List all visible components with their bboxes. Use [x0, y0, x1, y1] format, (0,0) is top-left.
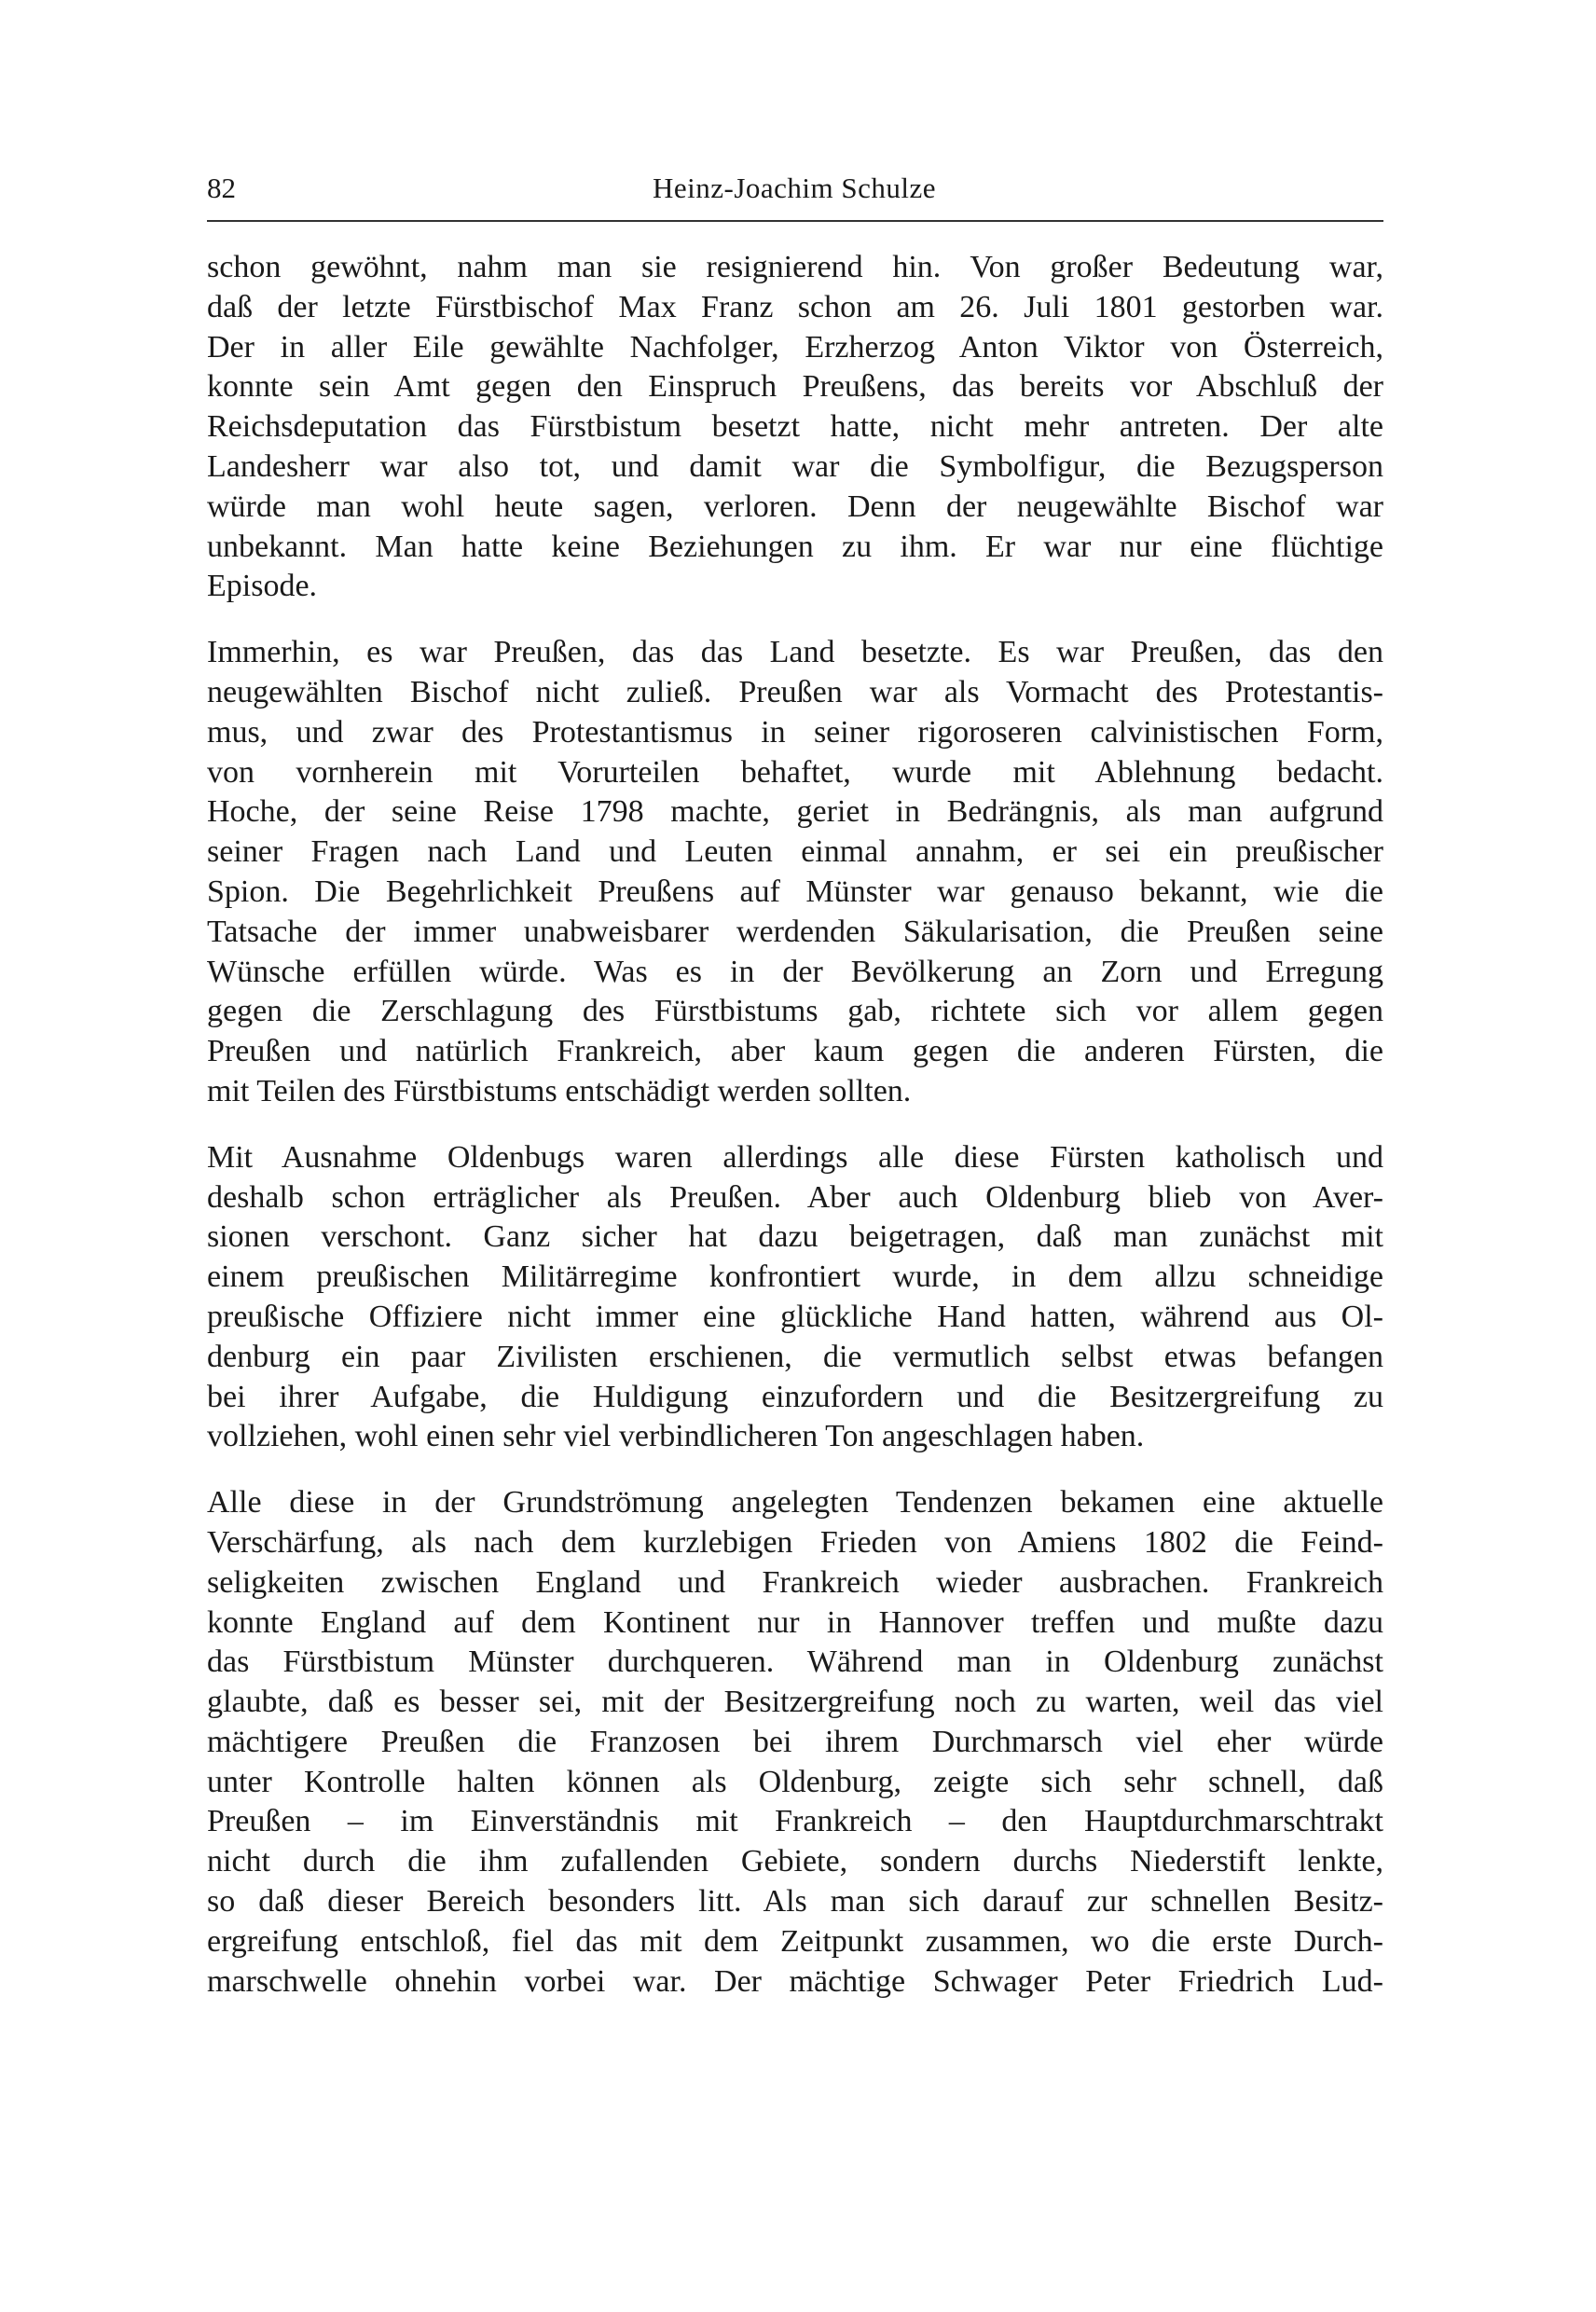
- text-line: seligkeiten zwischen England und Frankreich wieder ausbrachen. Frankreich: [207, 1564, 1383, 1600]
- text-line: unbekannt. Man hatte keine Beziehungen zu ihm. Er war nur eine flüchtige: [207, 529, 1383, 564]
- text-line: konnte England auf dem Kontinent nur in Hannover treffen und mußte dazu: [207, 1604, 1383, 1640]
- text-line: vollziehen, wohl einen sehr viel verbindlicheren Ton angeschlagen haben.: [207, 1419, 1145, 1454]
- text-line: Reichsdeputation das Fürstbistum besetzt hatte, nicht mehr antreten. Der alte: [207, 409, 1383, 445]
- text-line: glaubte, daß es besser sei, mit der Besitzergreifung noch zu warten, weil das viel: [207, 1685, 1383, 1720]
- text-line: das Fürstbistum Münster durchqueren. Während man in Oldenburg zunächst: [207, 1645, 1383, 1680]
- text-line: einem preußischen Militärregime konfrontiert wurde, in dem allzu schneidige: [207, 1259, 1383, 1295]
- header-rule: [207, 220, 1383, 222]
- paragraph-gap: [207, 607, 1383, 633]
- paragraph: [207, 633, 1383, 1112]
- paragraph: [207, 248, 1383, 607]
- text-line: Immerhin, es war Preußen, das das Land besetzte. Es war Preußen, das den: [207, 635, 1383, 670]
- text-line: so daß dieser Bereich besonders litt. Als man sich darauf zur schnellen Besitz-: [207, 1884, 1383, 1920]
- running-head: Heinz-Joachim Schulze: [652, 172, 937, 204]
- text-line: von vornherein mit Vorurteilen behaftet, wurde mit Ablehnung bedacht.: [207, 754, 1383, 790]
- text-line: Episode.: [207, 569, 318, 604]
- text-line: seiner Fragen nach Land und Leuten einmal annahm, er sei ein preußischer: [207, 834, 1383, 870]
- text-line: Preußen – im Einverständnis mit Frankreich – den Hauptdurchmarschtrakt: [207, 1804, 1383, 1839]
- page-number: 82: [207, 172, 236, 204]
- text-line: mächtigere Preußen die Franzosen bei ihrem Durchmarsch viel eher würde: [207, 1724, 1383, 1759]
- paragraph-gap: [207, 1112, 1383, 1138]
- text-line: gegen die Zerschlagung des Fürstbistums gab, richtete sich vor allem gegen: [207, 994, 1383, 1029]
- text-line: neugewählten Bischof nicht zuließ. Preußen war als Vormacht des Protestantis-: [207, 674, 1383, 709]
- text-line: Wünsche erfüllen würde. Was es in der Bevölkerung an Zorn und Erregung: [207, 954, 1383, 989]
- page-header: [207, 168, 1382, 216]
- paragraph: [207, 1483, 1383, 2002]
- text-line: mus, und zwar des Protestantismus in seiner rigoroseren calvinistischen Form,: [207, 714, 1383, 750]
- text-line: sionen verschont. Ganz sicher hat dazu beigetragen, daß man zunächst mit: [207, 1219, 1383, 1255]
- text-line: konnte sein Amt gegen den Einspruch Preußens, das bereits vor Abschluß der: [207, 369, 1383, 405]
- text-line: Verschärfung, als nach dem kurzlebigen Frieden von Amiens 1802 die Feind-: [207, 1524, 1383, 1560]
- text-line: Tatsache der immer unabweisbarer werdenden Säkularisation, die Preußen seine: [207, 914, 1383, 949]
- text-line: Alle diese in der Grundströmung angelegten Tendenzen bekamen eine aktuelle: [207, 1485, 1383, 1521]
- paragraph-gap: [207, 1457, 1383, 1483]
- text-line: Landesherr war also tot, und damit war die Symbolfigur, die Bezugsperson: [207, 448, 1383, 484]
- text-line: Mit Ausnahme Oldenbugs waren allerdings alle diese Fürsten katholisch und: [207, 1139, 1383, 1175]
- text-line: ergreifung entschloß, fiel das mit dem Zeitpunkt zusammen, wo die erste Durch-: [207, 1923, 1383, 1959]
- text-line: Preußen und natürlich Frankreich, aber kaum gegen die anderen Fürsten, die: [207, 1034, 1383, 1069]
- text-line: würde man wohl heute sagen, verloren. Denn der neugewählte Bischof war: [207, 489, 1383, 524]
- text-line: denburg ein paar Zivilisten erschienen, die vermutlich selbst etwas befangen: [207, 1339, 1383, 1374]
- text-line: unter Kontrolle halten können als Oldenburg, zeigte sich sehr schnell, daß: [207, 1764, 1383, 1799]
- text-line: Spion. Die Begehrlichkeit Preußens auf Münster war genauso bekannt, wie die: [207, 874, 1383, 909]
- text-line: mit Teilen des Fürstbistums entschädigt werden sollten.: [207, 1073, 912, 1108]
- text-line: Der in aller Eile gewählte Nachfolger, Erzherzog Anton Viktor von Österreich,: [207, 329, 1383, 365]
- text-line: Hoche, der seine Reise 1798 machte, geriet in Bedrängnis, als man aufgrund: [207, 794, 1383, 830]
- text-line: nicht durch die ihm zufallenden Gebiete, sondern durchs Niederstift lenkte,: [207, 1844, 1383, 1879]
- text-line: deshalb schon erträglicher als Preußen. Aber auch Oldenburg blieb von Aver-: [207, 1179, 1383, 1215]
- text-line: schon gewöhnt, nahm man sie resignierend hin. Von großer Bedeutung war,: [207, 250, 1383, 284]
- text-line: daß der letzte Fürstbischof Max Franz schon am 26. Juli 1801 gestorben war.: [207, 289, 1383, 324]
- body-text: [207, 248, 1383, 2002]
- text-line: preußische Offiziere nicht immer eine glückliche Hand hatten, während aus Ol-: [207, 1299, 1383, 1334]
- text-line: marschwelle ohnehin vorbei war. Der mächtige Schwager Peter Friedrich Lud-: [207, 1963, 1383, 1999]
- paragraph: [207, 1138, 1383, 1457]
- text-line: bei ihrer Aufgabe, die Huldigung einzufordern und die Besitzergreifung zu: [207, 1379, 1383, 1414]
